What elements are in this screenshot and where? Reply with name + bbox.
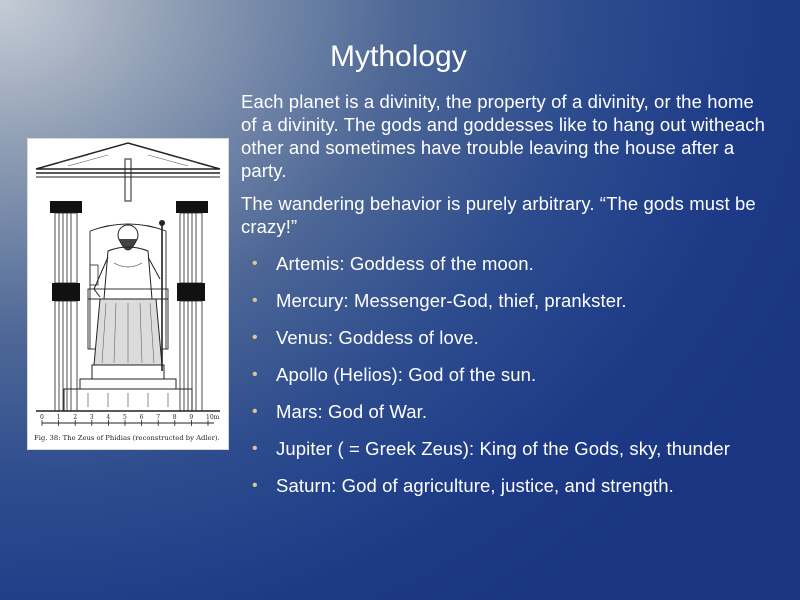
scale-label: 5	[123, 414, 127, 421]
list-item-saturn	[241, 474, 771, 497]
scale-label: 9	[189, 414, 194, 421]
list-item-text: Mercury: Messenger-God, thief, prankster.	[276, 290, 627, 311]
scale-label: 1	[56, 414, 61, 421]
list-item-mars	[241, 400, 771, 423]
list-item-mercury	[241, 289, 771, 312]
list-item-text: Venus: Goddess of love.	[276, 327, 479, 348]
wandering-paragraph: The wandering behavior is purely arbitrary. “The gods must be crazy!”	[241, 193, 756, 237]
figure-caption: Fig. 38: The Zeus of Phidias (reconstructed by Adler).	[34, 434, 220, 442]
list-item-text: Saturn: God of agriculture, justice, and strength.	[276, 475, 674, 496]
scale-label: 0	[40, 414, 44, 421]
list-item-apollo	[241, 363, 771, 386]
scale-label: 8	[172, 414, 177, 421]
bullet-icon: •	[252, 477, 258, 494]
list-item-text: Jupiter ( = Greek Zeus): King of the Gods, sky, thunder	[276, 438, 730, 459]
intro-paragraph: Each planet is a divinity, the property of a divinity, or the home of a divinity. The gods and goddesses like to hang out witheach other and sometimes have trouble leaving the house after a party.	[241, 91, 765, 181]
zeus-illustration	[27, 138, 229, 450]
bullet-icon: •	[252, 329, 258, 346]
deity-list	[241, 252, 771, 497]
list-item-text: Mars: God of War.	[276, 401, 428, 422]
scale-label: 6	[139, 414, 144, 421]
bullet-icon: •	[252, 440, 258, 457]
list-item-artemis	[241, 252, 771, 275]
scale-label: 4	[106, 414, 111, 421]
scale-label: 2	[73, 414, 78, 421]
slide-title: Mythology	[330, 40, 467, 73]
scale-label: 3	[89, 414, 94, 421]
slide-body	[241, 90, 771, 497]
bullet-icon: •	[252, 366, 258, 383]
list-item-text: Artemis: Goddess of the moon.	[276, 253, 534, 274]
scale-label: 7	[156, 414, 161, 421]
list-item-jupiter	[241, 437, 771, 460]
bullet-icon: •	[252, 403, 258, 420]
bullet-icon: •	[252, 292, 258, 309]
list-item-text: Apollo (Helios): God of the sun.	[276, 364, 537, 385]
scale-label: 10m	[206, 414, 220, 421]
list-item-venus	[241, 326, 771, 349]
bullet-icon: •	[252, 255, 258, 272]
